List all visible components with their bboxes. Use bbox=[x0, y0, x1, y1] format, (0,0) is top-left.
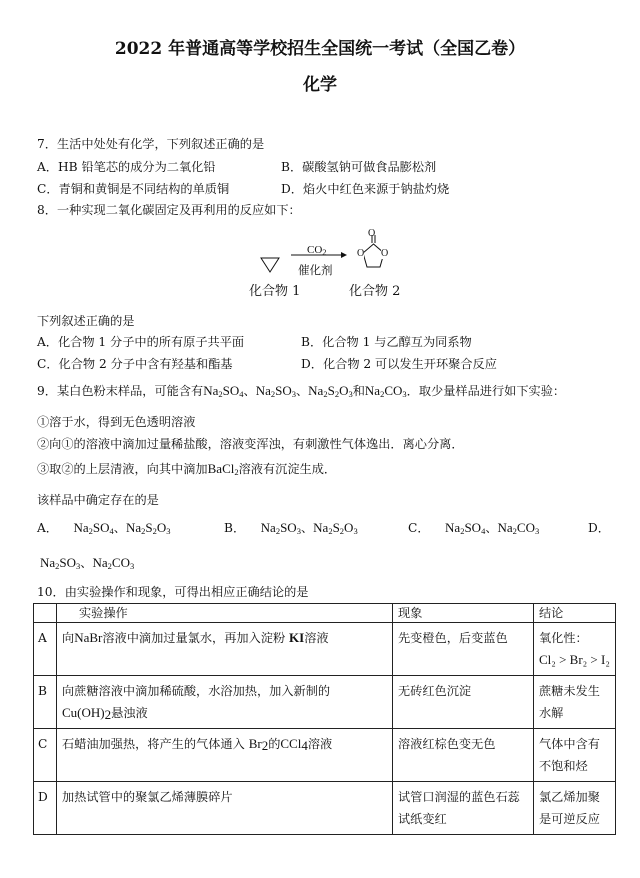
q7-option-a: A．HB 铅笔芯的成分为二氧化铅 bbox=[37, 160, 216, 174]
row-conclusion: 氧化性： Cl₂ > Br₂ > I₂ bbox=[534, 623, 616, 676]
compound2-label: 化合物 2 bbox=[349, 284, 401, 299]
header-conclusion: 结论 bbox=[534, 604, 616, 623]
row-conclusion: 蔗糖未发生水解 bbox=[534, 676, 616, 729]
row-label: A bbox=[34, 623, 57, 676]
carbonyl-o: O bbox=[368, 228, 376, 239]
q9-option-a: A． $Na_2SO_4$、$Na_2S_2O_3$ bbox=[37, 520, 171, 536]
row-conclusion: 氯乙烯加聚是可逆反应 bbox=[534, 782, 616, 835]
q7-stem: 7．生活中处处有化学，下列叙述正确的是 bbox=[37, 137, 265, 151]
table-row bbox=[34, 623, 616, 676]
q9-option-c: C． $Na_2SO_4$、$Na_2CO_3$ bbox=[408, 520, 540, 536]
ring-o-right: O bbox=[381, 248, 389, 259]
q9-stem: 9．某白色粉末样品，可能含有$Na_2SO_4$、$Na_2SO_3$、$Na_2S_2O_3$和$Na_2CO_3$．取少量样品进行如下实验： bbox=[37, 383, 566, 399]
exam-title: 2022 年普通高等学校招生全国统一考试（全国乙卷） bbox=[114, 39, 526, 59]
q8-option-c: C．化合物 2 分子中含有羟基和酯基 bbox=[37, 357, 233, 371]
header-phenomenon: 现象 bbox=[393, 604, 534, 623]
subject-title: 化学 bbox=[303, 75, 337, 95]
header-operation: 实验操作 bbox=[57, 604, 393, 623]
q9-option-b: B． $Na_2SO_3$、$Na_2S_2O_3$ bbox=[224, 520, 358, 536]
q10-stem: 10．由实验操作和现象，可得出相应正确结论的是 bbox=[37, 585, 309, 599]
q8-option-d: D．化合物 2 可以发生开环聚合反应 bbox=[301, 357, 497, 371]
row-operation: 向NaBr溶液中滴加过量氯水，再加入淀粉 KI溶液 bbox=[57, 623, 393, 676]
q9-option-d: $Na_2SO_3$、$Na_2CO_3$ bbox=[40, 555, 135, 571]
row-label: D bbox=[34, 782, 57, 835]
experiment-table bbox=[33, 603, 616, 835]
row-phenomenon: 先变橙色，后变蓝色 bbox=[393, 623, 534, 676]
ring-o-left: O bbox=[357, 248, 365, 259]
row-operation: 向蔗糖溶液中滴加稀硫酸，水浴加热，加入新制的 $Cu(OH)_2$悬浊液 bbox=[57, 676, 393, 729]
row-phenomenon: 溶液红棕色变无色 bbox=[393, 729, 534, 782]
reagent-co2: $CO_2$ bbox=[307, 244, 327, 257]
q7-option-c: C．青铜和黄铜是不同结构的单质铜 bbox=[37, 182, 230, 196]
q8-option-b: B．化合物 1 与乙醇互为同系物 bbox=[301, 335, 472, 349]
compound1-label: 化合物 1 bbox=[249, 284, 301, 299]
q7-option-b: B．碳酸氢钠可做食品膨松剂 bbox=[281, 160, 437, 174]
table-header-row bbox=[34, 604, 616, 623]
row-operation: 石蜡油加强热，将产生的气体通入 $Br_2$的CCl$_4$溶液 bbox=[57, 729, 393, 782]
compound1-structure bbox=[261, 258, 279, 272]
q8-prompt: 下列叙述正确的是 bbox=[37, 314, 135, 328]
row-phenomenon: 无砖红色沉淀 bbox=[393, 676, 534, 729]
row-label: C bbox=[34, 729, 57, 782]
table-row bbox=[34, 729, 616, 782]
catalyst-label: 催化剂 bbox=[298, 263, 333, 277]
row-operation: 加热试管中的聚氯乙烯薄膜碎片 bbox=[57, 782, 393, 835]
table-row bbox=[34, 676, 616, 729]
q8-option-a: A．化合物 1 分子中的所有原子共平面 bbox=[37, 335, 245, 349]
q9-option-d-label: D． bbox=[588, 521, 610, 535]
q9-prompt: 该样品中确定存在的是 bbox=[37, 493, 159, 507]
row-phenomenon: 试管口润湿的蓝色石蕊试纸变红 bbox=[393, 782, 534, 835]
table-row bbox=[34, 782, 616, 835]
q8-stem: 8．一种实现二氧化碳固定及再利用的反应如下： bbox=[37, 203, 301, 217]
q9-step2: ②向①的溶液中滴加过量稀盐酸，溶液变浑浊，有刺激性气体逸出．离心分离． bbox=[37, 437, 464, 451]
q9-step3: ③取②的上层清液，向其中滴加BaCl$_2$溶液有沉淀生成． bbox=[37, 461, 337, 477]
row-label: B bbox=[34, 676, 57, 729]
row-conclusion: 气体中含有不饱和烃 bbox=[534, 729, 616, 782]
q7-option-d: D．焰火中红色来源于钠盐灼烧 bbox=[281, 182, 450, 196]
q9-step1: ①溶于水，得到无色透明溶液 bbox=[37, 415, 196, 429]
